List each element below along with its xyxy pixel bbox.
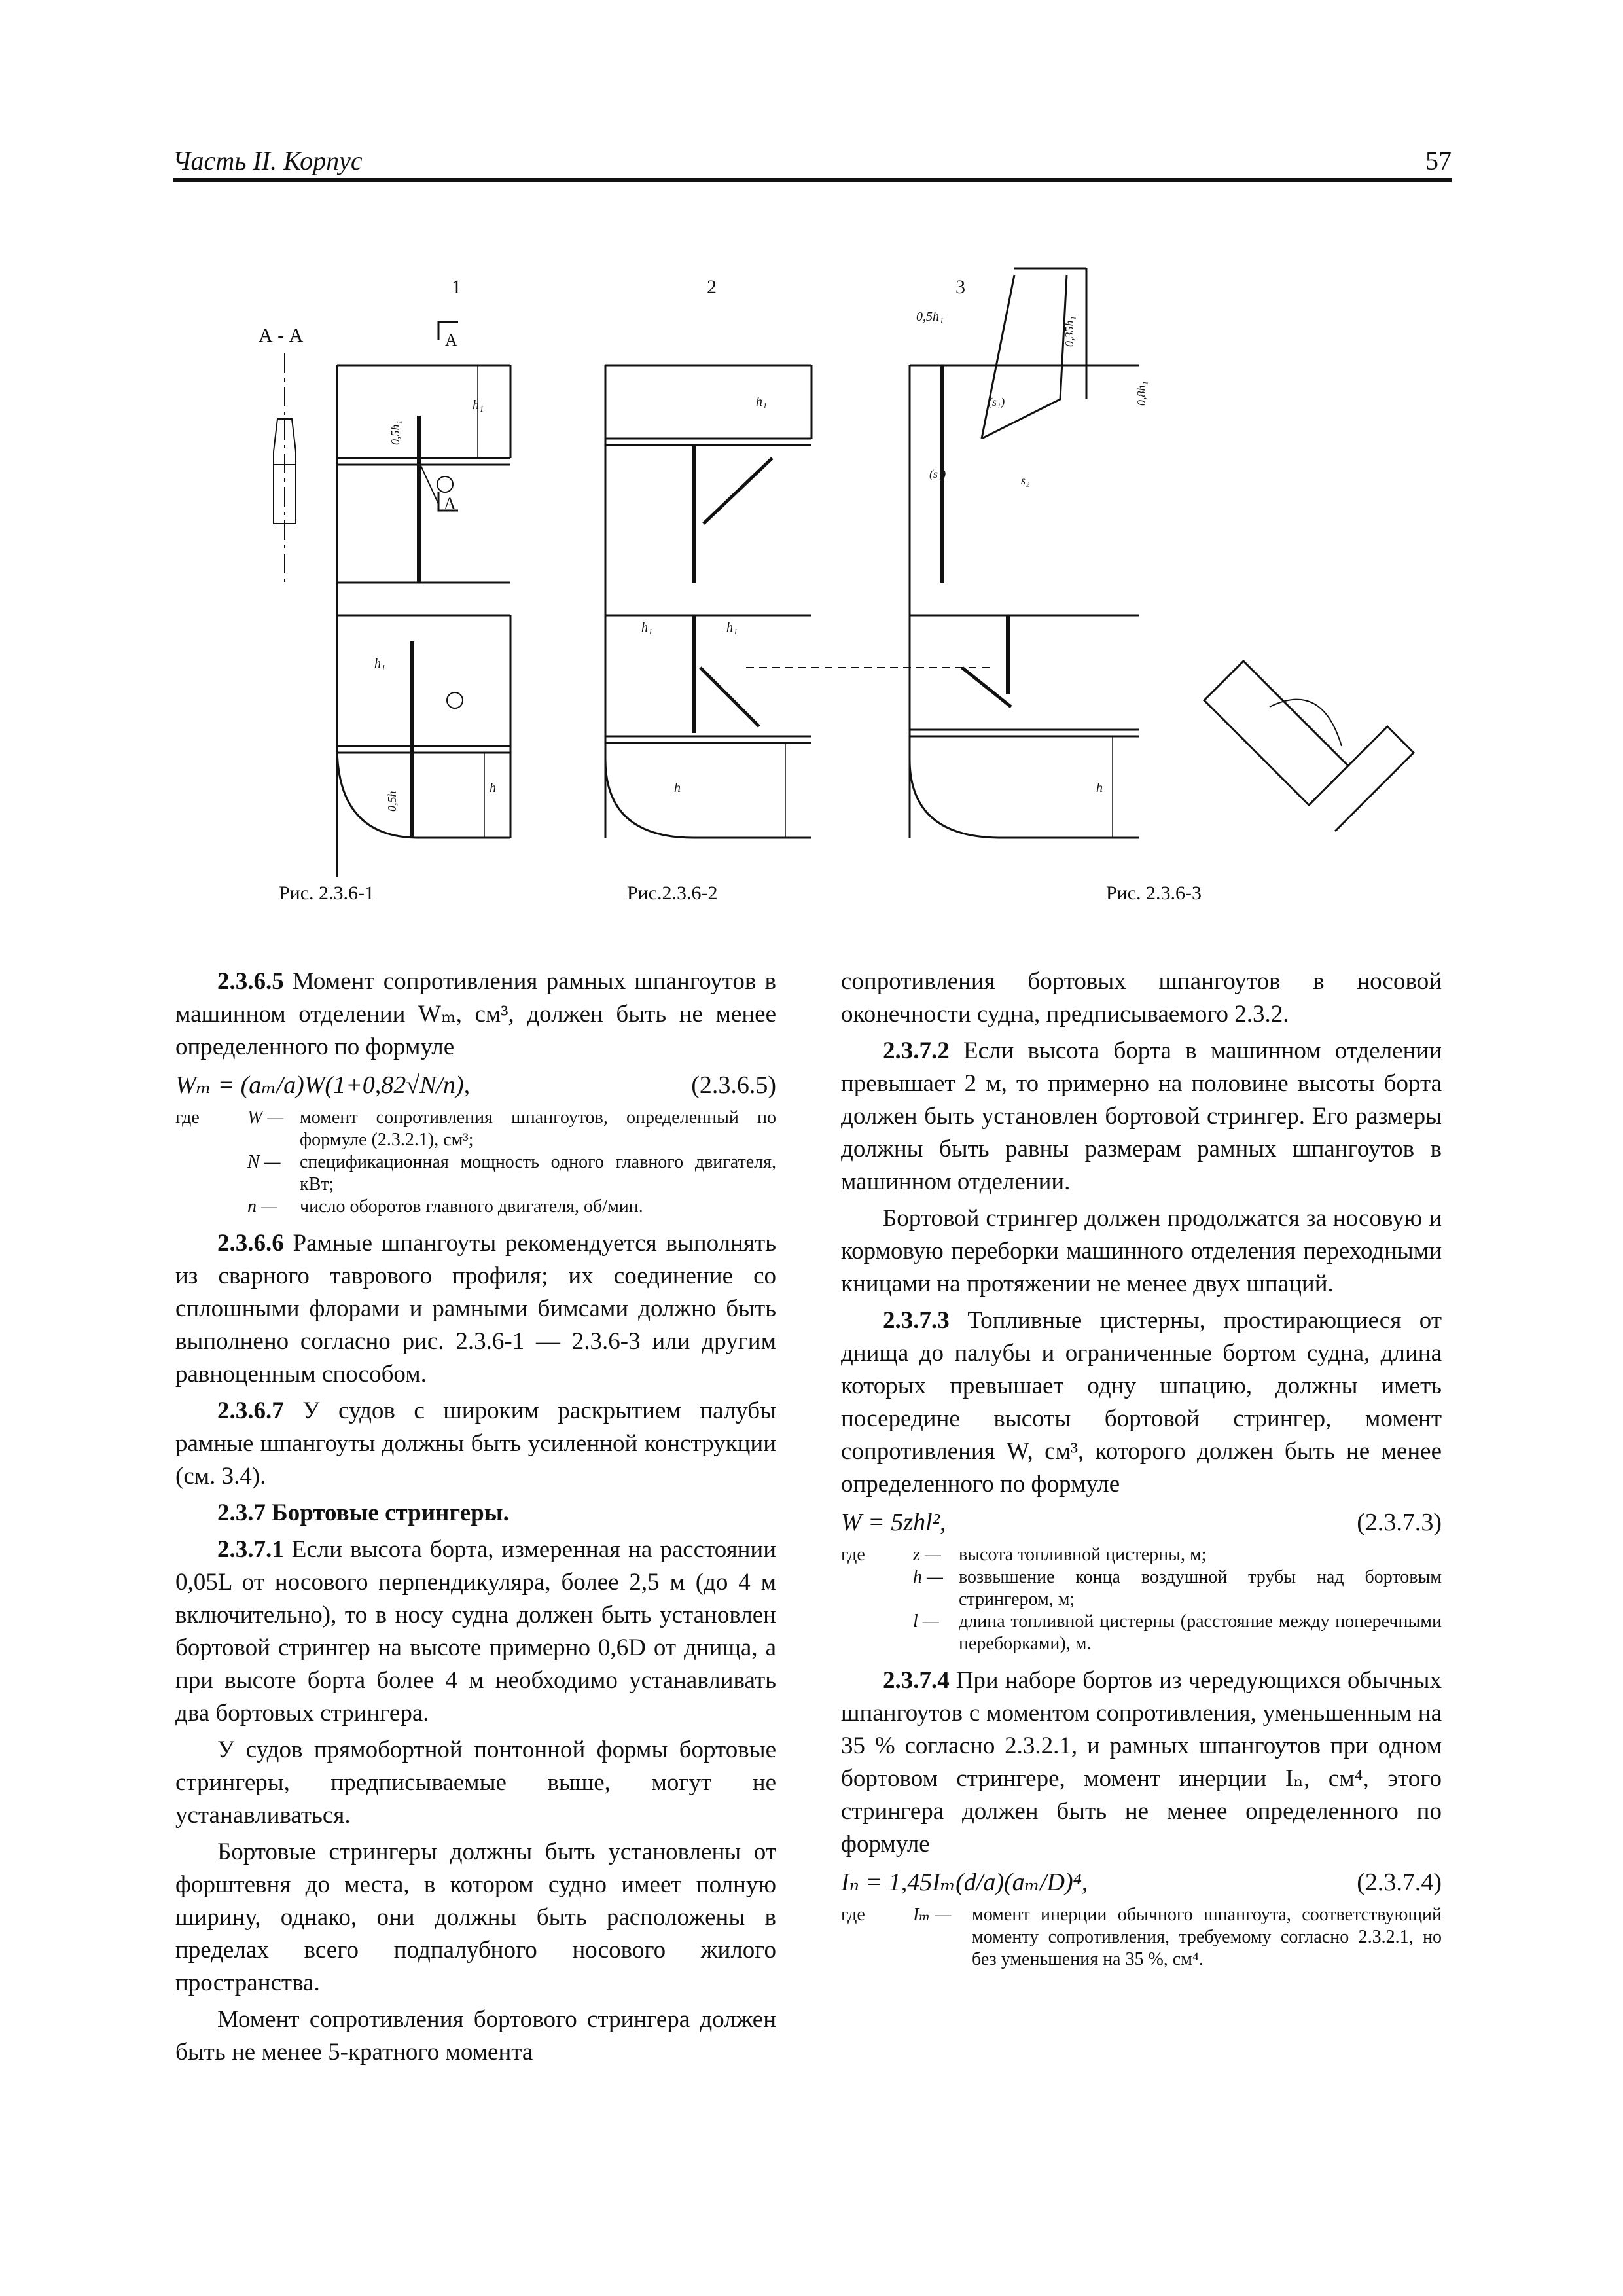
technical-figures — [196, 249, 1427, 877]
formula-legend-3: где Iₘ — момент инерции обычного шпангоута, соответствующий моменту сопротивления, требуемому согласно 2.3.2.1, но без уменьшения на 35 %, см⁴. — [841, 1905, 1442, 1969]
paragraph-2-3-7-3: 2.3.7.3 Топливные цистерны, простирающиеся от днища до палубы и ограниченные бортом судна, длина которых превышает одну шпацию, должны иметь посередине высоты бортовой стрингер, момент сопротивления W, см³, которого должен быть не менее определенного по формуле — [841, 1307, 1442, 1498]
dim-h2: h — [674, 781, 681, 795]
page-number: 57 — [1425, 146, 1452, 175]
formula-legend-1: где W — момент сопротивления шпангоутов, определенный по формуле (2.3.2.1), см³; N — спецификационная мощность одного главного двигателя, кВт; n — число оборотов главного двигателя, об/мин. — [175, 1107, 776, 1217]
paragraph-2-3-7-1: 2.3.7.1 Если высота борта, измеренная на расстоянии 0,05L от носового перпендикуляра, более 2,5 м (до 4 м включительно), то в носу судна должен быть установлен бортовой стрингер на высоте примерно 0,6D от днища, а при высоте борта более 4 м необходимо устанавливать два бортовых стрингера. — [175, 1536, 776, 1727]
figure-2-number: 2 — [707, 276, 717, 298]
paragraph-pontoon: У судов прямобортной понтонной формы бортовые стрингеры, предписываемые выше, могут не устанавливаться. — [175, 1736, 776, 1829]
formula-2-3-7-3: W = 5zhl², (2.3.7.3) — [841, 1509, 1442, 1536]
paragraph-2-3-7-4: 2.3.7.4 При наборе бортов из чередующихся обычных шпангоутов с моментом сопротивления, уменьшенным на 35 % согласно 2.3.2.1, и рамных шпангоутов при одном бортовом стрингере, момент инерции Iₙ, см⁴, этого стрингера должен быть не менее определенного по формуле — [841, 1667, 1442, 1857]
formula-2-3-7-4: Iₙ = 1,45Iₘ(d/a)(aₘ/D)⁴, (2.3.7.4) — [841, 1869, 1442, 1896]
figure-caption-1: Рис. 2.3.6-1 — [279, 882, 375, 904]
cut-label-a2: А — [444, 494, 456, 513]
paragraph-stringers-location: Бортовые стрингеры должны быть установлены от форштевня до места, в котором судно имеет полную ширину, однако, они должны быть расположены в пределах всего подпалубного носового жилого пространства. — [175, 1839, 776, 1996]
dim-s1: (s₁) — [929, 467, 946, 480]
dim-h1: h₁ — [473, 398, 484, 412]
figure-caption-3: Рис. 2.3.6-3 — [1106, 882, 1202, 904]
formula-legend-2: где z — высота топливной цистерны, м; h — возвышение конца воздушной трубы над бортовым стрингером, м; l — длина топливной цистерны (расстояние между поперечными переборками), м. — [841, 1545, 1442, 1654]
dim-s1b: (s₁) — [988, 395, 1005, 408]
paragraph-stringer-moment: Момент сопротивления бортового стрингера должен быть не менее 5-кратного момента — [175, 2006, 776, 2066]
paragraph-2-3-7-2: 2.3.7.2 Если высота борта в машинном отделении превышает 2 м, то примерно на половине высоты борта должен быть установлен бортовой стрингер. Его размеры должны быть равны размерам рамных шпангоутов в машинном отделении. — [841, 1037, 1442, 1195]
header-rule — [173, 178, 1452, 182]
formula-2-3-6-5: Wₘ = (aₘ/a)W(1+0,82√N/n), (2.3.6.5) — [175, 1071, 776, 1099]
dim-05h1: 0,5h₁ — [916, 310, 944, 324]
paragraph-2-3-6-7: 2.3.6.7 У судов с широким раскрытием палубы рамные шпангоуты должны быть усиленной конструкции (см. 3.4). — [175, 1397, 776, 1490]
dim-h1d: h₁ — [641, 620, 652, 635]
dim-half-h: 0,5h — [385, 791, 399, 812]
figure-3 — [910, 268, 1414, 838]
figure-caption-2: Рис.2.3.6-2 — [627, 882, 718, 904]
dim-h1e: h₁ — [726, 620, 738, 635]
dim-s2: s₂ — [1021, 474, 1030, 487]
paragraph-continued: сопротивления бортовых шпангоутов в носовой оконечности судна, предписываемого 2.3.2. — [841, 968, 1442, 1028]
paragraph-2-3-6-5: 2.3.6.5 Момент сопротивления рамных шпангоутов в машинном отделении Wₘ, см³, должен быть не менее определенного по формуле — [175, 968, 776, 1060]
dim-h1b: h₁ — [374, 656, 385, 671]
running-title: Часть II. Корпус — [173, 146, 363, 175]
dim-h3: h — [1096, 781, 1103, 795]
figure-2 — [605, 276, 995, 838]
right-column — [841, 965, 1442, 1980]
dim-half-h1: 0,5h₁ — [389, 420, 402, 445]
dim-h: h — [490, 781, 496, 795]
paragraph-stringer-continue: Бортовой стрингер должен продолжатся за носовую и кормовую переборки машинного отделения переходными кницами на протяжении не менее двух шпаций. — [841, 1205, 1442, 1297]
dim-035h1: 0,35h₁ — [1063, 316, 1076, 347]
figure-3-number: 3 — [955, 276, 965, 298]
left-column — [175, 965, 776, 2073]
cut-label-a: А — [445, 331, 457, 350]
figure-1-number: 1 — [452, 276, 461, 298]
figure-1 — [259, 276, 510, 877]
paragraph-2-3-6-6: 2.3.6.6 Рамные шпангоуты рекомендуется выполнять из сварного таврового профиля; их соединение со сплошными флорами и рамными бимсами должно быть выполнено согласно рис. 2.3.6-1 — 2.3.6-3 или другим равноценным способом. — [175, 1230, 776, 1388]
section-title-2-3-7: 2.3.7 Бортовые стрингеры. — [217, 1499, 509, 1526]
section-label: А - А — [259, 325, 304, 346]
dim-h1c: h₁ — [756, 395, 767, 409]
dim-08h1: 0,8h₁ — [1135, 381, 1148, 406]
